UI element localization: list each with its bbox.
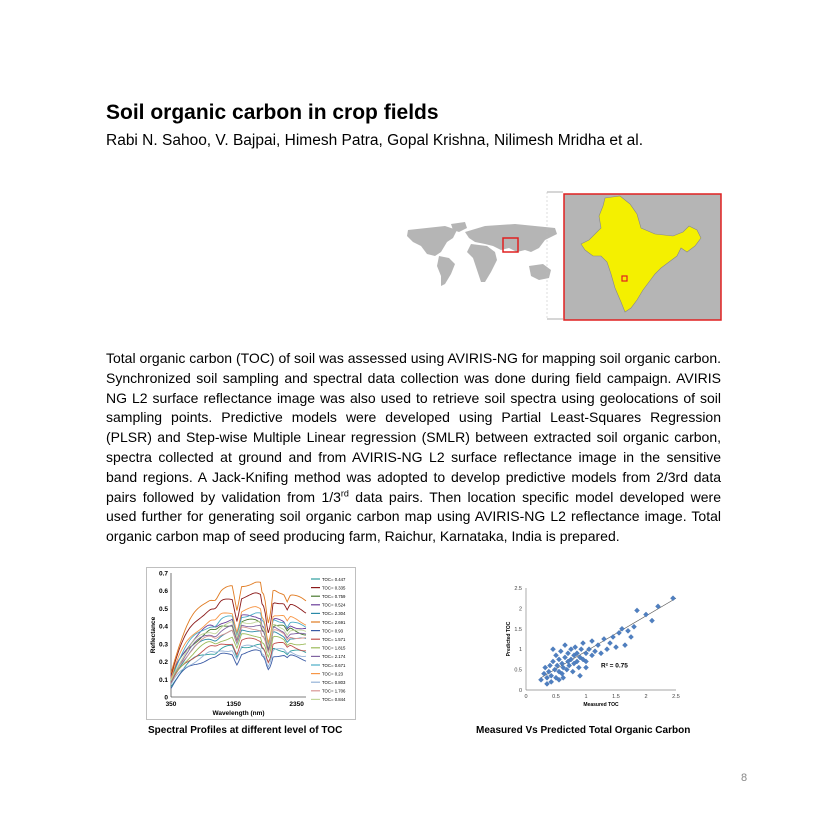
caption-measured-vs-predicted: Measured Vs Predicted Total Organic Carbon xyxy=(476,725,691,736)
abstract-superscript: rd xyxy=(340,487,349,498)
data-point xyxy=(576,665,581,670)
data-point xyxy=(553,653,558,658)
y-tick-label: 1.5 xyxy=(514,626,522,633)
y-tick-label: 0.5 xyxy=(514,667,522,674)
data-point xyxy=(619,626,624,631)
x-tick-label: 0 xyxy=(524,694,528,700)
data-point xyxy=(655,604,660,609)
legend-label: TOC= 1.815 xyxy=(322,645,346,651)
data-point xyxy=(631,624,636,629)
caption-spectral-profiles: Spectral Profiles at different level of TOC xyxy=(148,725,343,736)
data-point xyxy=(556,657,561,662)
data-point xyxy=(541,671,546,676)
legend-label: TOC= 0.335 xyxy=(322,585,346,591)
legend-label: TOC= 0.759 xyxy=(322,594,346,599)
data-point xyxy=(562,655,567,660)
x-tick-label: 2 xyxy=(644,694,648,700)
data-point xyxy=(547,663,552,668)
data-point xyxy=(670,596,675,601)
legend-label: TOC= 0.93 xyxy=(322,628,344,634)
spectral-profiles-chart xyxy=(146,567,356,720)
y-tick-label: 0.2 xyxy=(158,659,168,667)
abstract-part-1: Total organic carbon (TOC) of soil was assessed using AVIRIS-NG for mapping soil organic carbon. Synchronized soil sampling and spectral data collection was done during field campaign. AVIRIS NG L2 surface reflectance image was also used to retrieve soil spectra using geolocations of soil sampling points. Predictive models were developed using Partial Least-Squares Regression (PLSR) and Step-wise Multiple Linear regression (SMLR) between extracted soil organic carbon, spectra collected at ground and from AVIRIS-NG L2 surface reflectance image in the sensitive band regions. A Jack-Knifing method was adopted to develop predictive models from 2/3rd data pairs followed by validation from 1/3 xyxy=(106,350,721,505)
data-point xyxy=(579,647,584,652)
y-tick-label: 0.4 xyxy=(158,623,168,631)
y-tick-label: 2 xyxy=(518,606,522,613)
legend-label: TOC= 2.174 xyxy=(322,654,346,660)
y-tick-label: 0.6 xyxy=(158,588,168,596)
data-point xyxy=(580,640,585,645)
data-point xyxy=(567,663,572,668)
data-point xyxy=(570,669,575,674)
y-tick-label: 2.5 xyxy=(514,586,522,592)
x-tick-label: 1 xyxy=(584,694,588,700)
data-point xyxy=(543,665,548,670)
data-point xyxy=(565,651,570,656)
data-point xyxy=(546,669,551,674)
data-point xyxy=(613,645,618,650)
abstract-text xyxy=(106,349,721,547)
y-tick-label: 0.1 xyxy=(158,676,168,684)
legend-label: TOC= 1.571 xyxy=(322,637,346,642)
y-tick-label: 0 xyxy=(518,688,522,694)
abstract-part-2: data pairs. Then location specific model developed were used further for generating soil organic carbon map using AVIRIS-NG L2 reflectance image. Total organic carbon map of seed producing farm, Raichur, Karnataka, India is prepared. xyxy=(106,488,721,545)
data-point xyxy=(583,651,588,656)
x-tick-label: 350 xyxy=(165,701,177,708)
x-tick-label: 1350 xyxy=(226,701,242,708)
page-number: 8 xyxy=(741,772,748,784)
y-tick-label: 0.5 xyxy=(158,605,168,613)
legend-label: TOC= 2.304 xyxy=(322,611,346,617)
y-axis-label: Predicted TOC xyxy=(506,621,512,657)
x-tick-label: 2.5 xyxy=(672,694,680,700)
legend-label: TOC= 0.844 xyxy=(322,697,346,703)
y-axis-label: Reflectance xyxy=(150,616,157,654)
x-tick-label: 2350 xyxy=(289,701,304,708)
data-point xyxy=(622,643,627,648)
y-tick-label: 0.7 xyxy=(158,570,168,578)
data-point xyxy=(634,608,639,613)
legend-label: TOC= 0.447 xyxy=(322,576,346,582)
data-point xyxy=(589,638,594,643)
data-point xyxy=(550,659,555,664)
data-point xyxy=(649,618,654,623)
data-point xyxy=(628,634,633,639)
data-point xyxy=(538,677,543,682)
paper-title: Soil organic carbon in crop fields xyxy=(106,101,439,124)
y-tick-label: 0 xyxy=(164,694,168,702)
data-point xyxy=(601,636,606,641)
data-point xyxy=(586,647,591,652)
legend-label: TOC= 0.23 xyxy=(322,671,344,677)
data-point xyxy=(643,612,648,617)
data-point xyxy=(577,673,582,678)
data-point xyxy=(598,651,603,656)
data-point xyxy=(550,647,555,652)
legend-label: TOC= 0.524 xyxy=(322,602,346,608)
author-list: Rabi N. Sahoo, V. Bajpai, Himesh Patra, Gopal Krishna, Nilimesh Mridha et al. xyxy=(106,132,644,149)
data-point xyxy=(592,649,597,654)
legend-label: TOC= 0.671 xyxy=(322,662,346,668)
x-axis-label: Measured TOC xyxy=(583,702,619,708)
data-point xyxy=(610,634,615,639)
location-maps xyxy=(405,190,725,322)
data-point xyxy=(583,665,588,670)
r-squared-annotation: R² = 0.75 xyxy=(601,662,628,670)
y-tick-label: 0.3 xyxy=(158,641,168,649)
x-axis-label: Wavelength (nm) xyxy=(212,710,265,717)
measured-vs-predicted-chart xyxy=(496,580,688,712)
data-point xyxy=(625,628,630,633)
x-tick-label: 0.5 xyxy=(552,694,560,700)
legend-label: TOC= 2.691 xyxy=(322,619,346,625)
data-point xyxy=(589,653,594,658)
data-point xyxy=(558,649,563,654)
data-point xyxy=(604,647,609,652)
data-point xyxy=(562,643,567,648)
legend-label: TOC= 0.803 xyxy=(322,680,346,685)
india-map xyxy=(564,194,721,320)
legend-label: TOC= 1.706 xyxy=(322,688,346,694)
y-tick-label: 1 xyxy=(518,647,522,654)
data-point xyxy=(607,640,612,645)
world-map xyxy=(405,222,557,288)
data-point xyxy=(559,661,564,666)
x-tick-label: 1.5 xyxy=(612,694,620,700)
